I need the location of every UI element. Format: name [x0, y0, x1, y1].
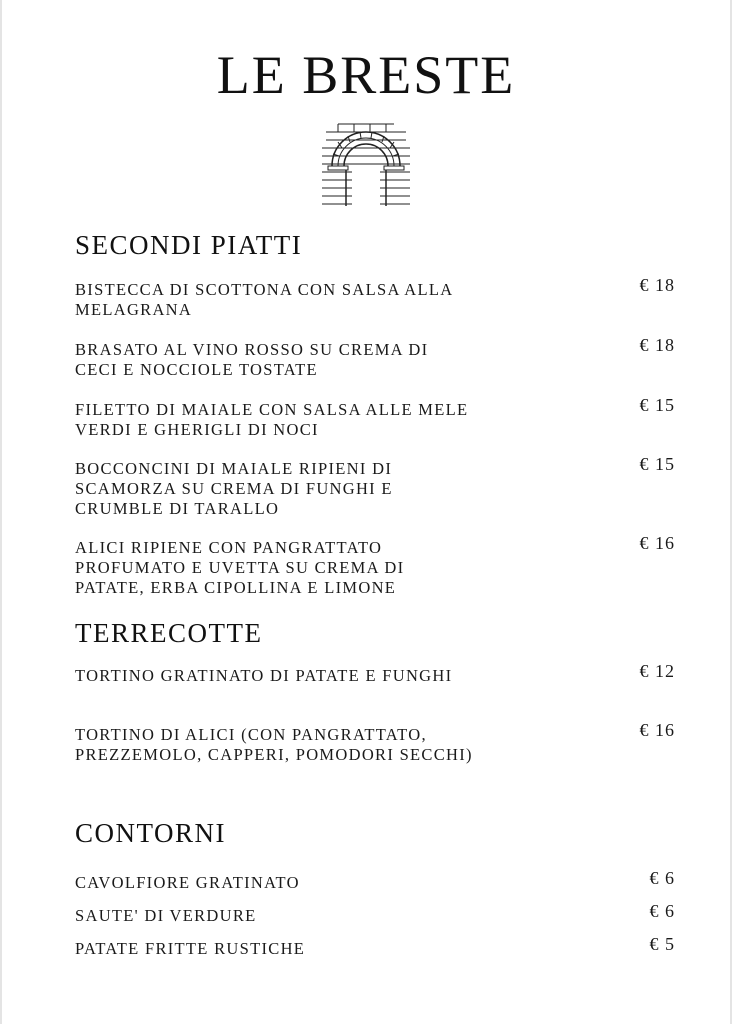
item-price: € 5 — [649, 934, 675, 954]
menu-item — [75, 720, 675, 765]
item-name: BISTECCA DI SCOTTONA CON SALSA ALLA MELAGRANA — [75, 280, 453, 319]
menu-item — [75, 868, 675, 893]
item-name: TORTINO DI ALICI (CON PANGRATTATO, PREZZEMOLO, CAPPERI, POMODORI SECCHI) — [75, 725, 473, 764]
item-name: TORTINO GRATINATO DI PATATE E FUNGHI — [75, 666, 453, 685]
item-price: € 15 — [639, 454, 675, 474]
item-price: € 12 — [639, 661, 675, 681]
section-title-terrecotte: TERRECOTTE — [75, 618, 263, 648]
item-name: BRASATO AL VINO ROSSO SU CREMA DI CECI E NOCCIOLE TOSTATE — [75, 340, 429, 379]
menu-item — [75, 661, 675, 686]
item-price: € 6 — [649, 901, 675, 921]
menu-item — [75, 275, 675, 320]
item-name: PATATE FRITTE RUSTICHE — [75, 939, 306, 958]
item-name: BOCCONCINI DI MAIALE RIPIENI DI SCAMORZA SU CREMA DI FUNGHI E CRUMBLE DI TARALLO — [75, 459, 393, 518]
item-price: € 16 — [639, 533, 675, 553]
stone-arch-logo-icon — [318, 120, 414, 206]
page-edge-left — [0, 0, 2, 1024]
menu-item — [75, 335, 675, 380]
restaurant-title: LE BRESTE — [216, 45, 516, 105]
item-price: € 18 — [639, 335, 675, 355]
menu-item — [75, 901, 675, 926]
item-name: SAUTE' DI VERDURE — [75, 906, 257, 925]
menu-item — [75, 934, 675, 959]
item-price: € 6 — [649, 868, 675, 888]
item-name: FILETTO DI MAIALE CON SALSA ALLE MELE VERDI E GHERIGLI DI NOCI — [75, 400, 469, 439]
item-price: € 15 — [639, 395, 675, 415]
menu-item — [75, 395, 675, 440]
section-title-contorni: CONTORNI — [75, 818, 227, 848]
item-price: € 18 — [639, 275, 675, 295]
section-title-secondi: SECONDI PIATTI — [75, 230, 303, 260]
item-name: CAVOLFIORE GRATINATO — [75, 873, 300, 892]
menu-item — [75, 533, 675, 598]
item-price: € 16 — [639, 720, 675, 740]
item-name: ALICI RIPIENE CON PANGRATTATO PROFUMATO E UVETTA SU CREMA DI PATATE, ERBA CIPOLLINA E LIMONE — [75, 538, 405, 597]
menu-item — [75, 454, 675, 519]
